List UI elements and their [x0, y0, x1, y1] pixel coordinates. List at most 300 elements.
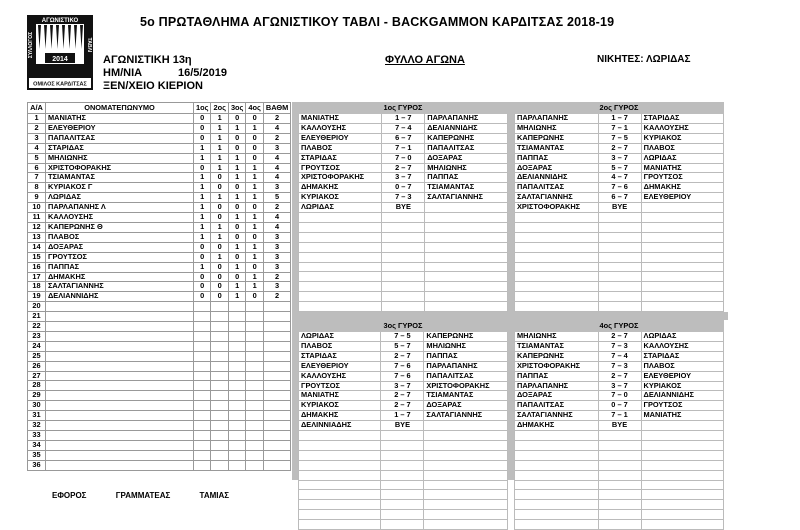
player-name: ΜΑΝΙΑΤΗΣ	[46, 114, 194, 124]
player-home: ΓΡΟΥΤΣΟΣ	[299, 381, 381, 391]
player-away: ΓΡΟΥΤΣΟΣ	[641, 401, 723, 411]
player-away	[641, 490, 723, 500]
score-cell: 0	[246, 133, 263, 143]
score-cell: 1	[211, 114, 228, 124]
score-cell	[211, 322, 228, 332]
score-cell: 0	[211, 213, 228, 223]
column-header: 3ος	[228, 103, 245, 114]
empty-row	[515, 302, 724, 312]
round-header	[515, 103, 724, 114]
empty-row	[299, 490, 508, 500]
match-score: 2 – 7	[382, 163, 425, 173]
player-away	[641, 500, 723, 510]
player-home	[299, 500, 381, 510]
match-score: 7 – 4	[382, 123, 425, 133]
table-row	[28, 123, 291, 133]
player-away	[641, 480, 723, 490]
row-number: 27	[28, 371, 46, 381]
empty-row	[515, 500, 724, 510]
match-score	[381, 470, 424, 480]
score-cell	[263, 312, 290, 322]
score-cell: 0	[211, 203, 228, 213]
score-cell: 1	[246, 163, 263, 173]
page-title: 5ο ΠΡΩΤΑΘΛΗΜΑ ΑΓΩΝΙΣΤΙΚΟΥ ΤΑΒΛΙ - BACKGAMMON ΚΑΡΔΙΤΣΑΣ 2018-19	[140, 15, 615, 29]
player-away	[424, 440, 508, 450]
score-cell: 1	[194, 153, 211, 163]
score-cell	[246, 411, 263, 421]
player-home	[299, 431, 381, 441]
score-cell: 1	[246, 123, 263, 133]
player-home: ΠΑΡΛΑΠΑΝΗΣ	[515, 381, 599, 391]
score-cell: 2	[263, 133, 290, 143]
table-row	[28, 133, 291, 143]
score-cell	[194, 460, 211, 470]
row-number: 18	[28, 282, 46, 292]
player-name	[46, 331, 194, 341]
player-home: ΔΟΞΑΡΑΣ	[515, 163, 599, 173]
score-cell	[194, 421, 211, 431]
score-cell	[228, 381, 245, 391]
match-score: 7 – 1	[598, 411, 641, 421]
match-score	[382, 213, 425, 223]
player-home	[515, 213, 599, 223]
row-number: 17	[28, 272, 46, 282]
score-cell	[228, 312, 245, 322]
match-score: 7 – 4	[598, 351, 641, 361]
round-header	[515, 321, 724, 332]
player-away	[641, 421, 723, 431]
player-away: ΤΣΙΑΜΑΝΤΑΣ	[424, 391, 508, 401]
score-cell: 3	[263, 252, 290, 262]
row-number: 29	[28, 391, 46, 401]
player-away	[641, 520, 723, 530]
player-away	[641, 222, 723, 232]
score-cell	[263, 411, 290, 421]
player-home: ΤΣΙΑΜΑΝΤΑΣ	[515, 341, 599, 351]
player-name: ΓΡΟΥΤΣΟΣ	[46, 252, 194, 262]
empty-row	[299, 440, 508, 450]
match-row	[515, 411, 724, 421]
match-row	[515, 153, 724, 163]
score-cell: 0	[246, 153, 263, 163]
score-cell	[194, 351, 211, 361]
row-number: 31	[28, 411, 46, 421]
player-home	[299, 490, 381, 500]
table-row	[28, 431, 291, 441]
match-score	[598, 292, 641, 302]
match-score	[598, 440, 641, 450]
player-away: ΠΛΑΒΟΣ	[641, 361, 723, 371]
match-score: BYE	[382, 203, 425, 213]
score-cell: 0	[228, 114, 245, 124]
score-cell: 0	[211, 262, 228, 272]
logo-bottom-text: ΟΜΙΛΟΣ ΚΑΡΔΙΤΣΑΣ	[33, 81, 87, 88]
score-cell	[228, 391, 245, 401]
empty-row	[515, 242, 724, 252]
table-row	[28, 421, 291, 431]
match-score: 0 – 7	[382, 183, 425, 193]
match-score	[381, 500, 424, 510]
score-cell: 1	[211, 193, 228, 203]
score-cell	[211, 351, 228, 361]
row-number: 3	[28, 133, 46, 143]
match-score: BYE	[598, 203, 641, 213]
row-number: 21	[28, 312, 46, 322]
score-cell	[246, 440, 263, 450]
table-row	[28, 232, 291, 242]
score-cell	[246, 401, 263, 411]
score-cell: 0	[211, 173, 228, 183]
club-logo	[27, 15, 93, 90]
score-cell	[228, 450, 245, 460]
player-away: ΓΡΟΥΤΣΟΣ	[641, 173, 723, 183]
player-away: ΕΛΕΥΘΕΡΙΟΥ	[641, 193, 723, 203]
empty-row	[299, 262, 508, 272]
player-away: ΚΑΠΕΡΩΝΗΣ	[425, 133, 508, 143]
score-cell	[211, 460, 228, 470]
score-cell: 2	[263, 203, 290, 213]
player-home: ΜΗΛΙΩΝΗΣ	[515, 123, 599, 133]
score-cell: 1	[246, 272, 263, 282]
table-row	[28, 292, 291, 302]
empty-row	[299, 450, 508, 460]
score-cell	[246, 322, 263, 332]
player-away	[424, 421, 508, 431]
player-name: ΔΗΜΑΚΗΣ	[46, 272, 194, 282]
score-cell	[263, 440, 290, 450]
match-score: 0 – 7	[598, 401, 641, 411]
row-number: 4	[28, 143, 46, 153]
table-row	[28, 203, 291, 213]
score-cell: 1	[194, 213, 211, 223]
player-away: ΠΑΠΠΑΣ	[425, 173, 508, 183]
player-away: ΠΑΡΛΑΠΑΝΗΣ	[424, 361, 508, 371]
score-cell	[211, 361, 228, 371]
player-home	[515, 232, 599, 242]
player-home: ΤΣΙΑΜΑΝΤΑΣ	[515, 143, 599, 153]
row-number: 33	[28, 431, 46, 441]
score-cell: 1	[211, 143, 228, 153]
score-cell: 0	[194, 272, 211, 282]
match-score: 2 – 7	[381, 351, 424, 361]
score-cell	[246, 302, 263, 312]
match-row	[299, 133, 508, 143]
score-cell: 0	[211, 292, 228, 302]
match-row	[515, 114, 724, 124]
player-name	[46, 381, 194, 391]
player-away	[425, 242, 508, 252]
empty-row	[515, 431, 724, 441]
row-number: 8	[28, 183, 46, 193]
score-cell	[246, 331, 263, 341]
row-number: 1	[28, 114, 46, 124]
player-home: ΧΡΙΣΤΟΦΟΡΑΚΗΣ	[299, 173, 382, 183]
empty-row	[515, 262, 724, 272]
score-cell: 4	[263, 163, 290, 173]
player-name	[46, 440, 194, 450]
player-home	[515, 292, 599, 302]
score-cell: 3	[263, 262, 290, 272]
round-label: ΑΓΩΝΙΣΤΙΚΗ 13η	[103, 54, 192, 66]
match-row	[515, 173, 724, 183]
match-row	[299, 391, 508, 401]
match-score	[598, 500, 641, 510]
score-cell: 3	[263, 242, 290, 252]
score-cell: 1	[246, 173, 263, 183]
table-row	[28, 341, 291, 351]
score-cell	[194, 401, 211, 411]
empty-row	[299, 282, 508, 292]
player-home	[299, 213, 382, 223]
match-row	[515, 361, 724, 371]
match-score	[381, 440, 424, 450]
player-home	[299, 450, 381, 460]
match-score	[598, 262, 641, 272]
score-cell: 0	[194, 252, 211, 262]
column-header: ΒΑΘΜ	[263, 103, 290, 114]
score-cell: 0	[246, 232, 263, 242]
match-score: 1 – 7	[598, 114, 641, 124]
player-away: ΛΩΡΙΔΑΣ	[641, 332, 723, 342]
match-row	[299, 381, 508, 391]
match-score: 7 – 5	[381, 332, 424, 342]
score-cell: 1	[211, 153, 228, 163]
score-cell: 0	[211, 272, 228, 282]
score-cell	[246, 381, 263, 391]
player-away: ΤΣΙΑΜΑΝΤΑΣ	[425, 183, 508, 193]
player-name	[46, 401, 194, 411]
score-cell	[194, 322, 211, 332]
player-away	[425, 282, 508, 292]
row-number: 28	[28, 381, 46, 391]
player-home: ΓΡΟΥΤΣΟΣ	[299, 163, 382, 173]
player-name	[46, 351, 194, 361]
round-header	[299, 321, 508, 332]
match-score: 3 – 7	[382, 173, 425, 183]
match-row	[515, 381, 724, 391]
match-row	[515, 421, 724, 431]
empty-row	[299, 302, 508, 312]
player-away	[425, 252, 508, 262]
empty-row	[515, 252, 724, 262]
match-score: 2 – 7	[381, 401, 424, 411]
match-score	[598, 431, 641, 441]
empty-row	[515, 222, 724, 232]
round-title: 4ος ΓΥΡΟΣ	[515, 321, 724, 332]
match-score	[598, 242, 641, 252]
score-cell: 4	[263, 213, 290, 223]
score-cell	[263, 331, 290, 341]
score-cell	[194, 331, 211, 341]
score-cell: 4	[263, 173, 290, 183]
score-cell: 1	[228, 292, 245, 302]
player-home: ΠΛΑΒΟΣ	[299, 143, 382, 153]
player-name: ΧΡΙΣΤΟΦΟΡΑΚΗΣ	[46, 163, 194, 173]
match-row	[299, 361, 508, 371]
score-cell	[246, 312, 263, 322]
match-row	[299, 203, 508, 213]
score-cell: 0	[228, 232, 245, 242]
player-home	[515, 252, 599, 262]
match-row	[515, 391, 724, 401]
player-home	[299, 460, 381, 470]
match-row	[299, 351, 508, 361]
match-score	[598, 213, 641, 223]
player-name: ΠΑΡΛΑΠΑΝΗΣ Λ	[46, 203, 194, 213]
player-away: ΔΕΛΙΑΝΝΙΔΗΣ	[425, 123, 508, 133]
player-home: ΠΛΑΒΟΣ	[299, 341, 381, 351]
empty-row	[515, 213, 724, 223]
player-away	[424, 431, 508, 441]
match-row	[515, 371, 724, 381]
match-score: 7 – 1	[382, 143, 425, 153]
player-name: ΜΗΛΙΩΝΗΣ	[46, 153, 194, 163]
player-name: ΛΩΡΙΔΑΣ	[46, 193, 194, 203]
table-row	[28, 361, 291, 371]
player-home	[299, 470, 381, 480]
score-cell	[246, 361, 263, 371]
match-row	[515, 332, 724, 342]
match-score: 7 – 0	[598, 391, 641, 401]
player-home	[299, 302, 382, 312]
logo-right-text: ΤΑΒΛΙ	[86, 37, 92, 53]
player-name	[46, 460, 194, 470]
player-away: ΜΗΛΙΩΝΗΣ	[424, 341, 508, 351]
match-score: 7 – 3	[382, 193, 425, 203]
score-cell	[211, 312, 228, 322]
score-cell: 1	[211, 252, 228, 262]
score-cell: 0	[228, 272, 245, 282]
empty-row	[299, 510, 508, 520]
score-cell: 1	[228, 163, 245, 173]
match-row	[515, 341, 724, 351]
match-score: 6 – 7	[382, 133, 425, 143]
match-row	[299, 371, 508, 381]
match-row	[299, 341, 508, 351]
table-row	[28, 391, 291, 401]
row-number: 34	[28, 440, 46, 450]
score-cell	[194, 312, 211, 322]
score-cell	[228, 341, 245, 351]
match-score: 5 – 7	[598, 163, 641, 173]
player-home: ΠΑΠΠΑΣ	[515, 153, 599, 163]
score-cell	[246, 341, 263, 351]
column-header: 1ος	[194, 103, 211, 114]
match-row	[299, 183, 508, 193]
score-cell	[263, 341, 290, 351]
match-score: 1 – 7	[382, 114, 425, 124]
player-home	[299, 480, 381, 490]
match-score	[381, 490, 424, 500]
match-row	[515, 351, 724, 361]
row-number: 32	[28, 421, 46, 431]
player-away: ΚΥΡΙΑΚΟΣ	[641, 133, 723, 143]
match-score	[598, 460, 641, 470]
player-home	[515, 480, 599, 490]
score-cell: 1	[246, 213, 263, 223]
row-number: 7	[28, 173, 46, 183]
player-home: ΚΑΛΛΟΥΣΗΣ	[299, 371, 381, 381]
player-away	[424, 510, 508, 520]
column-header: 2ος	[211, 103, 228, 114]
score-cell: 0	[228, 203, 245, 213]
player-away: ΧΡΙΣΤΟΦΟΡΑΚΗΣ	[424, 381, 508, 391]
player-home: ΔΟΞΑΡΑΣ	[515, 391, 599, 401]
table-row	[28, 193, 291, 203]
match-score	[382, 222, 425, 232]
player-home	[515, 242, 599, 252]
player-home: ΣΑΛΤΑΓΙΑΝΝΗΣ	[515, 411, 599, 421]
row-number: 35	[28, 450, 46, 460]
row-number: 12	[28, 222, 46, 232]
row-number: 36	[28, 460, 46, 470]
score-cell: 1	[228, 173, 245, 183]
player-away	[425, 272, 508, 282]
empty-row	[299, 242, 508, 252]
score-cell	[211, 431, 228, 441]
player-away	[425, 302, 508, 312]
player-away	[641, 252, 723, 262]
match-score: 3 – 7	[598, 153, 641, 163]
match-score: BYE	[381, 421, 424, 431]
player-home: ΜΗΛΙΩΝΗΣ	[515, 332, 599, 342]
player-home: ΜΑΝΙΑΤΗΣ	[299, 391, 381, 401]
match-score	[382, 302, 425, 312]
score-cell	[246, 421, 263, 431]
score-cell	[194, 391, 211, 401]
score-cell	[211, 450, 228, 460]
score-cell	[263, 381, 290, 391]
match-score: 3 – 7	[381, 381, 424, 391]
player-home	[299, 292, 382, 302]
score-cell: 0	[228, 252, 245, 262]
match-row	[299, 153, 508, 163]
score-cell	[263, 391, 290, 401]
match-score: 5 – 7	[381, 341, 424, 351]
row-number: 14	[28, 242, 46, 252]
match-score: 7 – 5	[598, 133, 641, 143]
player-name	[46, 431, 194, 441]
empty-row	[299, 272, 508, 282]
score-cell: 3	[263, 282, 290, 292]
score-cell: 1	[246, 242, 263, 252]
player-away: ΠΑΡΛΑΠΑΝΗΣ	[425, 114, 508, 124]
row-number: 26	[28, 361, 46, 371]
match-score	[598, 480, 641, 490]
player-away	[424, 460, 508, 470]
player-away	[424, 490, 508, 500]
empty-row	[515, 470, 724, 480]
score-cell	[211, 302, 228, 312]
score-cell	[228, 322, 245, 332]
player-home	[515, 272, 599, 282]
player-home: ΔΗΜΑΚΗΣ	[299, 183, 382, 193]
row-number: 24	[28, 341, 46, 351]
player-name: ΠΑΠΑΛΙΤΣΑΣ	[46, 133, 194, 143]
player-away: ΜΑΝΙΑΤΗΣ	[641, 163, 723, 173]
score-cell: 1	[211, 222, 228, 232]
match-score: 7 – 6	[381, 371, 424, 381]
score-cell	[211, 401, 228, 411]
match-score: 6 – 7	[598, 193, 641, 203]
score-cell: 0	[194, 123, 211, 133]
score-cell: 0	[246, 262, 263, 272]
score-cell: 1	[211, 163, 228, 173]
score-cell	[194, 431, 211, 441]
match-row	[299, 193, 508, 203]
score-cell: 4	[263, 123, 290, 133]
empty-row	[299, 470, 508, 480]
